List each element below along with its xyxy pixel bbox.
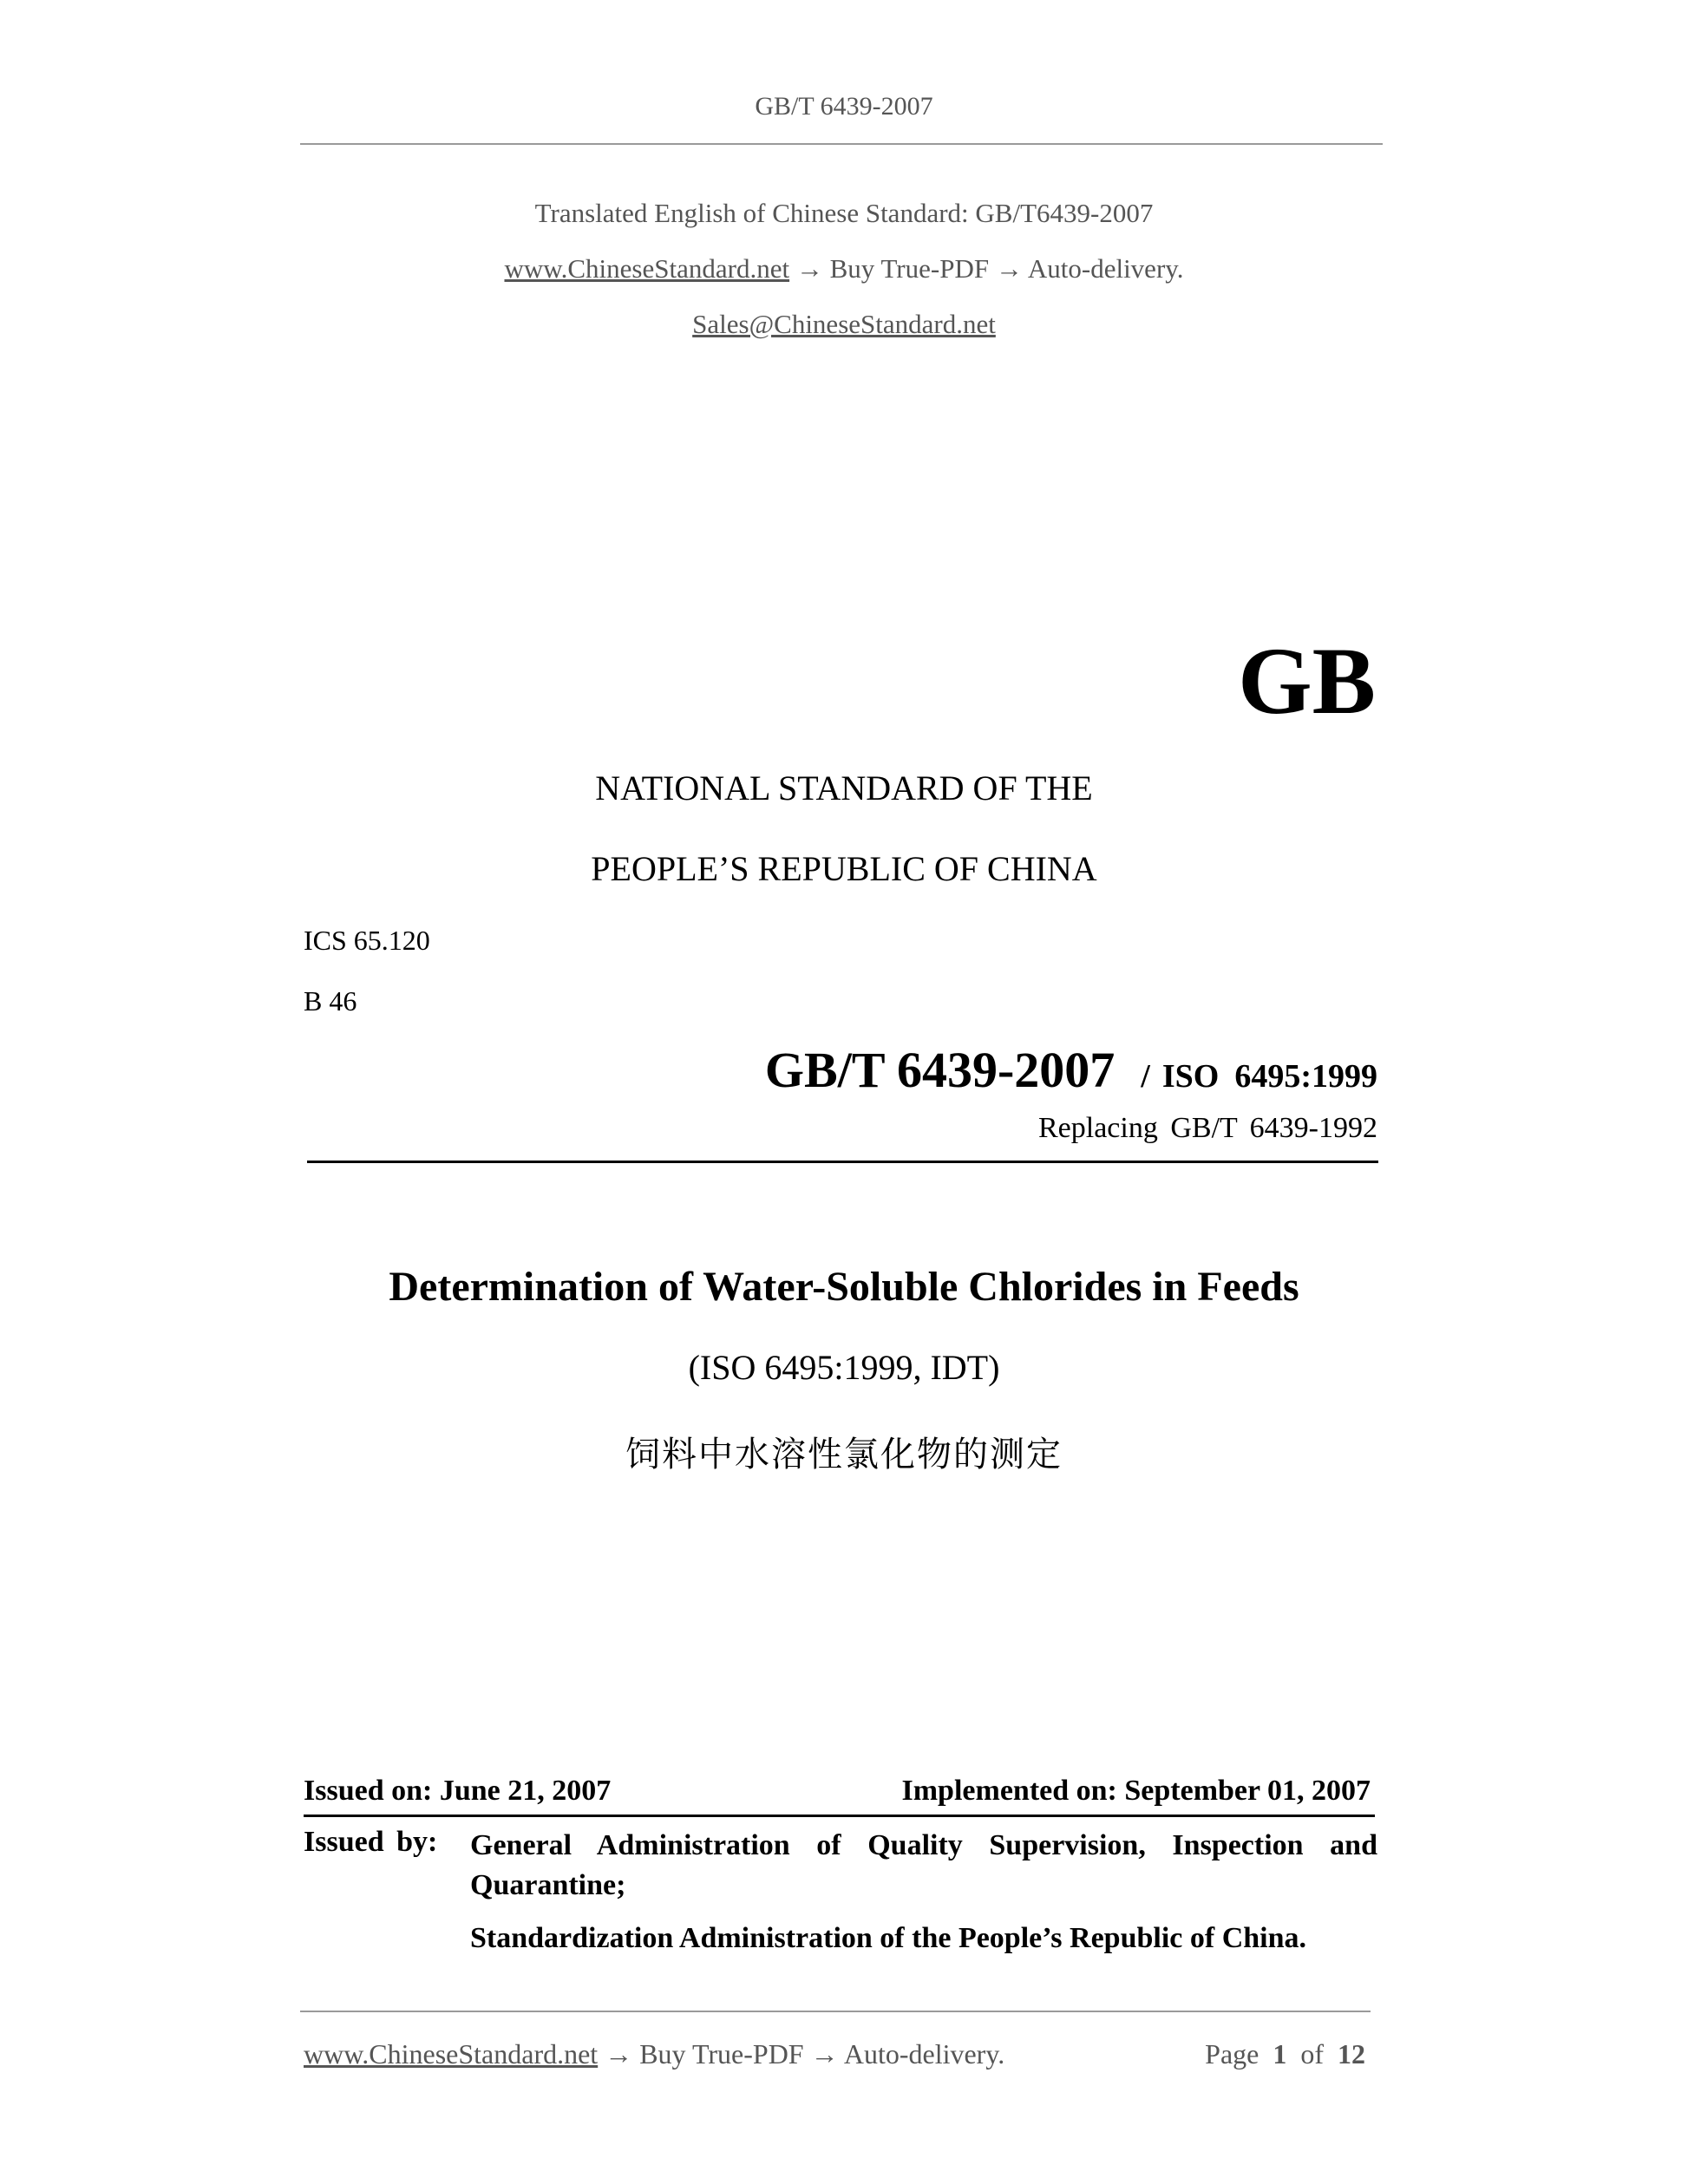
- footer-purchase-notice: [304, 2038, 1004, 2070]
- arrow-right-icon: →: [995, 253, 1023, 284]
- page-current: 1: [1273, 2038, 1287, 2070]
- page-total: 12: [1338, 2038, 1365, 2070]
- iso-number: 6495:1999: [1234, 1058, 1377, 1095]
- gb-logo: GB: [1238, 628, 1376, 734]
- iso-label: ISO: [1161, 1058, 1220, 1095]
- delivery-text: Auto-delivery.: [1027, 253, 1184, 284]
- running-header: GB/T 6439-2007: [755, 92, 933, 121]
- sales-email-link[interactable]: Sales@ChineseStandard.net: [692, 309, 996, 339]
- national-standard-line-2: PEOPLE’S REPUBLIC OF CHINA: [591, 849, 1097, 888]
- page-of: of: [1300, 2038, 1324, 2070]
- arrow-right-icon: →: [810, 2038, 839, 2070]
- title-rule: [307, 1161, 1378, 1163]
- translation-notice: Translated English of Chinese Standard: GB/T6439-2007: [534, 198, 1154, 228]
- issuing-organization-1: General Administration of Quality Supervision, Inspection and Quarantine;: [470, 1829, 1377, 1901]
- page-indicator: [1205, 2038, 1365, 2070]
- document-title: Determination of Water-Soluble Chlorides in Feeds: [389, 1264, 1299, 1310]
- footer-buy-text: Buy True-PDF: [639, 2038, 804, 2070]
- footer-delivery-text: Auto-delivery.: [843, 2038, 1005, 2070]
- issued-on-date: Issued on: June 21, 2007: [304, 1775, 612, 1807]
- issuing-organization-2: Standardization Administration of the People’s Republic of China.: [470, 1922, 1307, 1954]
- buy-text: Buy True-PDF: [829, 253, 990, 284]
- site-link[interactable]: www.ChineseStandard.net: [504, 253, 790, 284]
- chinese-title: 饲料中水溶性氯化物的测定: [625, 1435, 1063, 1475]
- sales-line: [0, 309, 1688, 340]
- footer-site-link[interactable]: www.ChineseStandard.net: [304, 2038, 599, 2070]
- ics-code: ICS 65.120: [304, 925, 430, 956]
- implemented-on-date: Implemented on: September 01, 2007: [901, 1775, 1371, 1807]
- page-label: Page: [1205, 2038, 1259, 2070]
- standard-number: GB/T 6439-2007: [764, 1042, 1116, 1098]
- iso-equivalence: (ISO 6495:1999, IDT): [688, 1348, 1000, 1387]
- replacing-note: Replacing GB/T 6439-1992: [1038, 1112, 1377, 1144]
- national-standard-line-1: NATIONAL STANDARD OF THE: [595, 768, 1093, 808]
- standard-number-block: [765, 1041, 1377, 1099]
- arrow-right-icon: →: [605, 2038, 633, 2070]
- standard-separator: /: [1141, 1058, 1150, 1095]
- header-rule: [300, 143, 1383, 145]
- dates-rule: [304, 1815, 1375, 1817]
- issued-by-label: Issued by:: [304, 1826, 438, 1858]
- ccs-code: B 46: [304, 985, 357, 1017]
- purchase-notice: [0, 253, 1688, 284]
- footer-rule: [300, 2011, 1371, 2012]
- arrow-right-icon: →: [795, 253, 823, 284]
